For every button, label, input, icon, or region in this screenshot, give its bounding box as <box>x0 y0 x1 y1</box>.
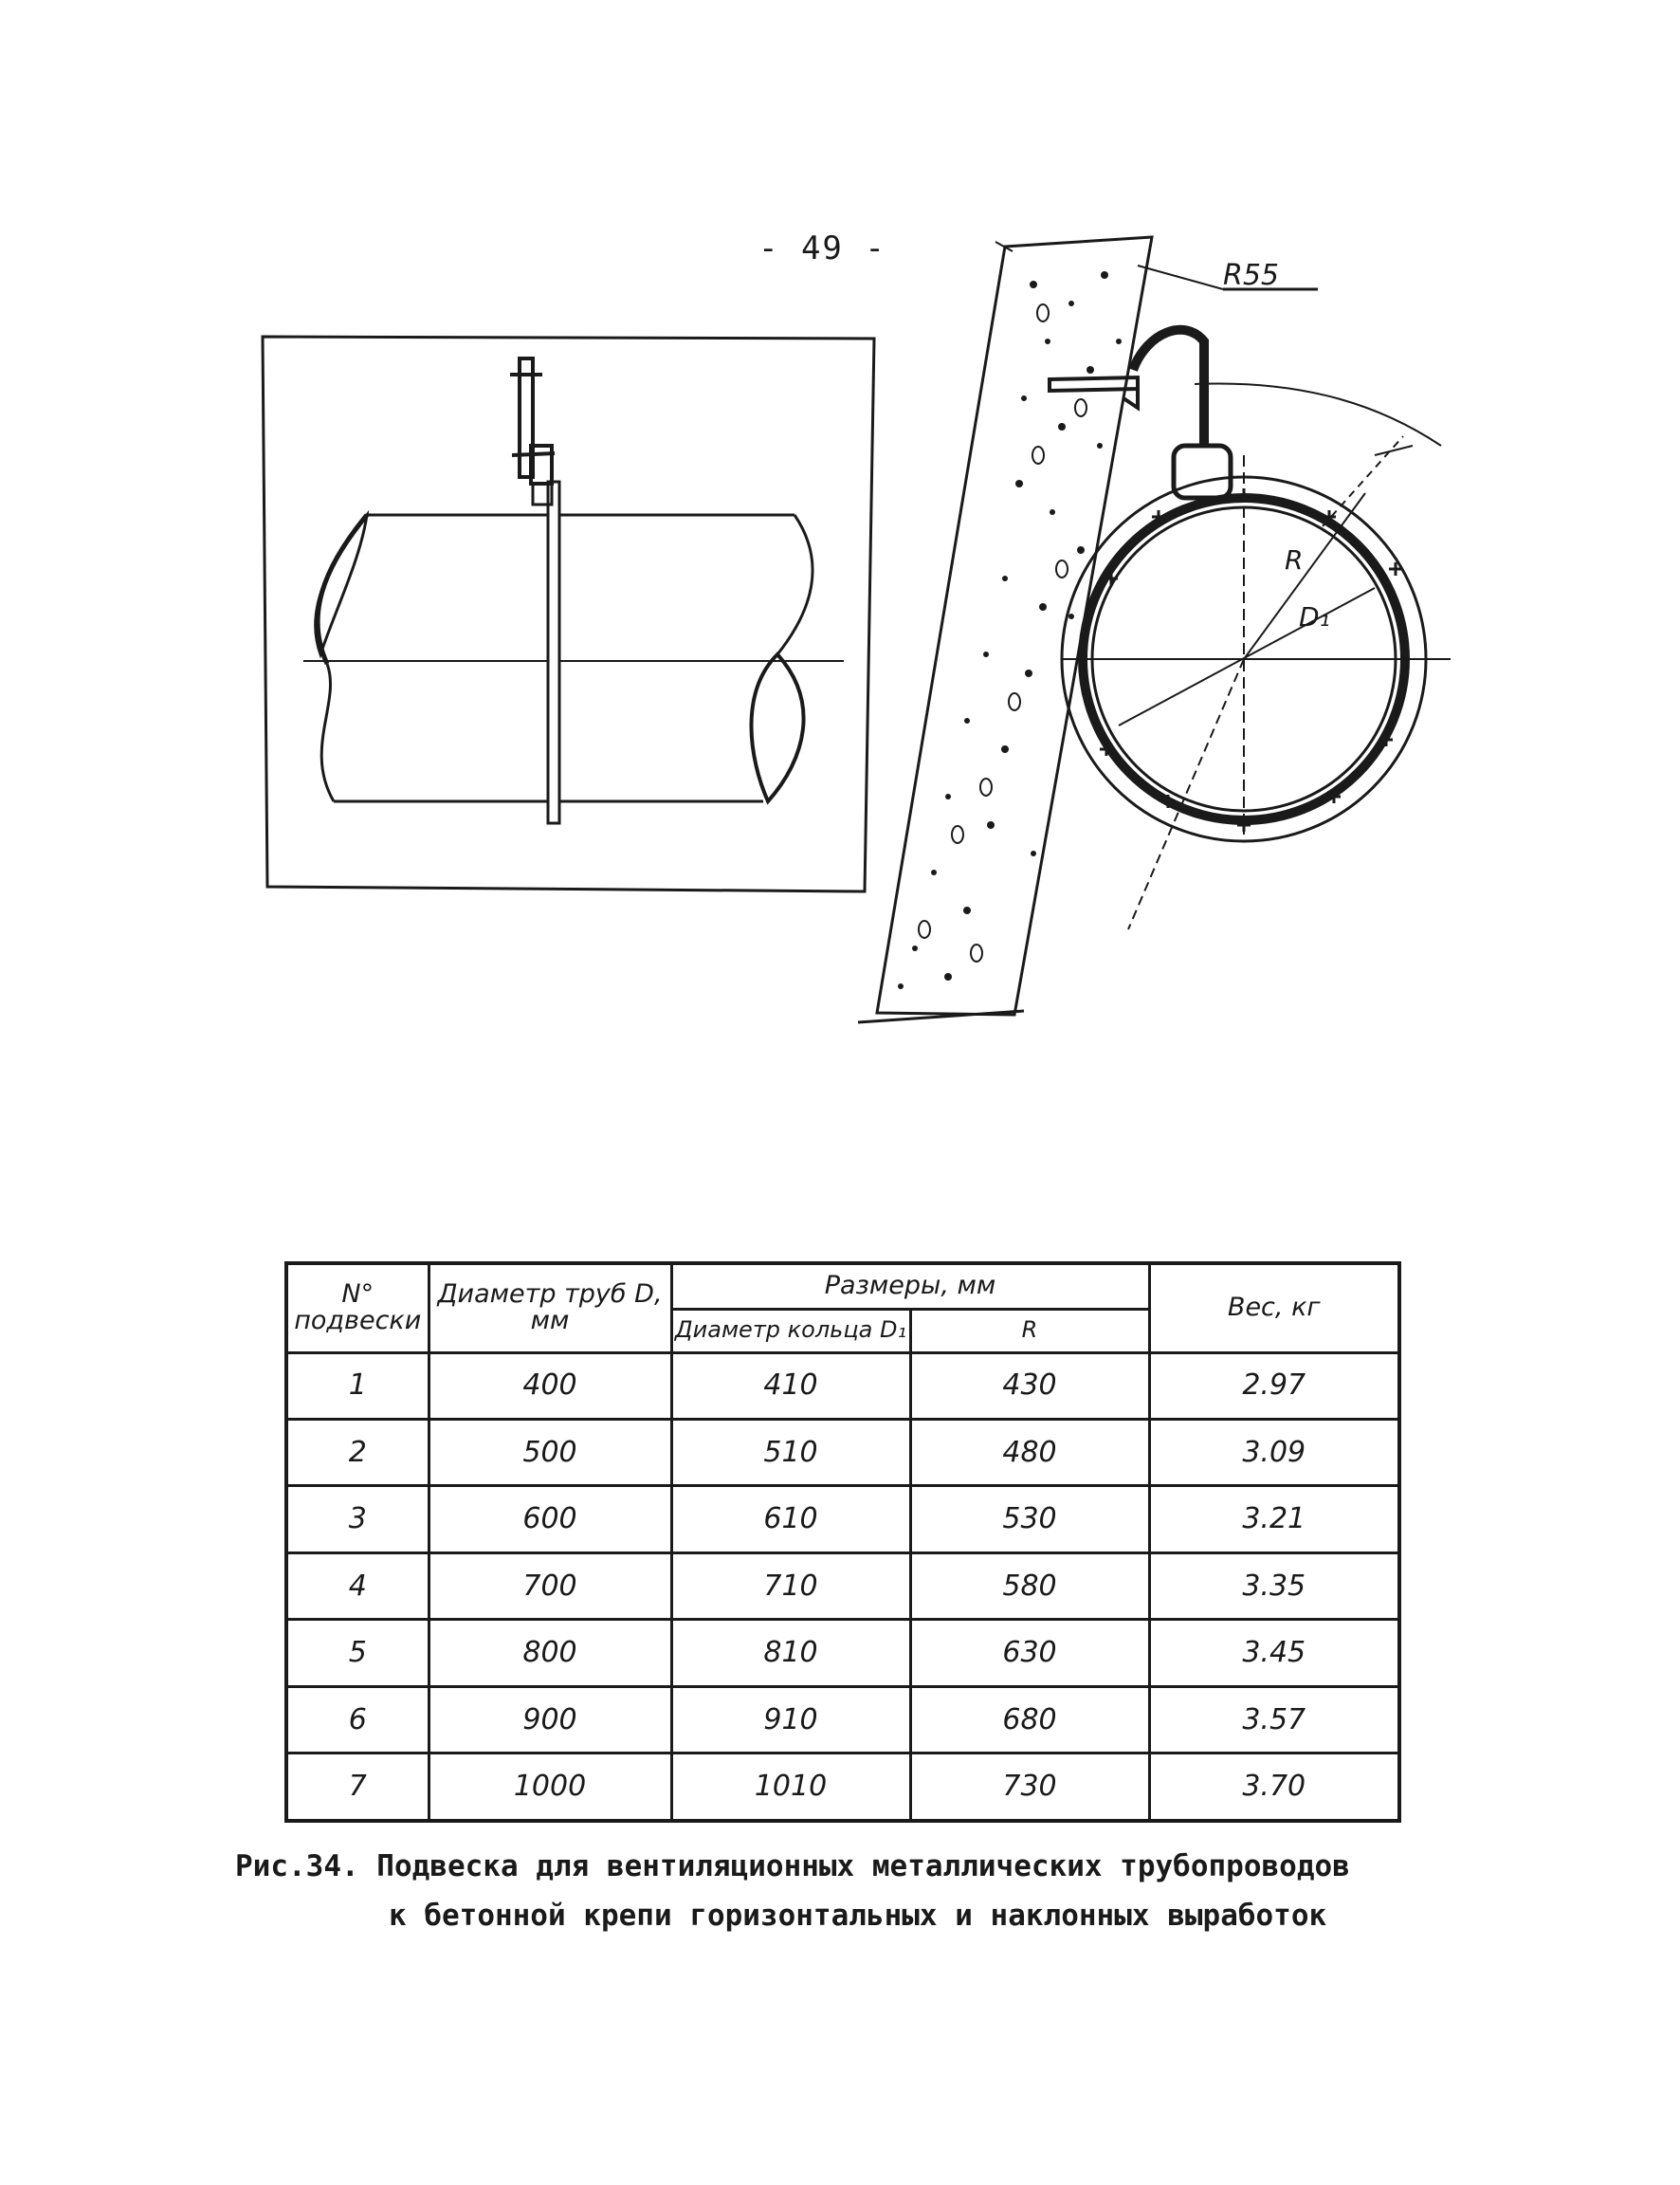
cell-pipe-diameter: 700 <box>429 1552 671 1619</box>
cell-ring-diameter: 810 <box>671 1620 910 1686</box>
cell-radius: 480 <box>910 1419 1149 1485</box>
cell-num: 3 <box>286 1486 429 1552</box>
cell-weight: 3.45 <box>1149 1620 1399 1686</box>
cell-ring-diameter: 710 <box>671 1552 910 1619</box>
cell-ring-diameter: 610 <box>671 1486 910 1552</box>
header-radius: R <box>910 1309 1149 1352</box>
cell-num: 4 <box>286 1552 429 1619</box>
cell-pipe-diameter: 400 <box>429 1352 671 1419</box>
cell-weight: 3.35 <box>1149 1552 1399 1619</box>
cell-ring-diameter: 410 <box>671 1352 910 1419</box>
label-r: R <box>1285 544 1304 576</box>
header-pipe-diameter: Диаметр труб D, мм <box>429 1263 671 1352</box>
header-ring-diameter: Диаметр кольца D₁ <box>671 1309 910 1352</box>
cell-weight: 3.57 <box>1149 1686 1399 1753</box>
header-weight: Вес, кг <box>1149 1263 1399 1352</box>
caption-line-2: к бетонной крепи горизонтальных и наклонных выработок <box>389 1899 1327 1933</box>
ring-hanger <box>1050 266 1451 929</box>
table-row <box>286 1754 1399 1821</box>
page-number: - 49 - <box>758 230 886 267</box>
cell-num: 5 <box>286 1620 429 1686</box>
cell-ring-diameter: 910 <box>671 1686 910 1753</box>
cell-num: 2 <box>286 1419 429 1485</box>
cell-radius: 630 <box>910 1620 1149 1686</box>
label-r55: R55 <box>1223 259 1280 292</box>
cell-weight: 3.21 <box>1149 1486 1399 1552</box>
table-row <box>286 1419 1399 1485</box>
caption-line-1: Рис.34. Подвеска для вентиляционных металлических трубопроводов <box>235 1849 1350 1883</box>
header-num: N° подвески <box>286 1263 429 1352</box>
figure-caption <box>235 1842 1562 1940</box>
table-row <box>286 1486 1399 1552</box>
cell-pipe-diameter: 900 <box>429 1686 671 1753</box>
cell-radius: 430 <box>910 1352 1149 1419</box>
cell-radius: 680 <box>910 1686 1149 1753</box>
cell-num: 6 <box>286 1686 429 1753</box>
cell-radius: 580 <box>910 1552 1149 1619</box>
cell-pipe-diameter: 800 <box>429 1620 671 1686</box>
spec-table <box>284 1261 1401 1823</box>
cell-weight: 3.09 <box>1149 1419 1399 1485</box>
cell-ring-diameter: 1010 <box>671 1754 910 1821</box>
header-dimensions: Размеры, мм <box>671 1263 1149 1309</box>
cell-weight: 3.70 <box>1149 1754 1399 1821</box>
concrete-wall <box>858 237 1152 1022</box>
cell-pipe-diameter: 500 <box>429 1419 671 1485</box>
table-row <box>286 1352 1399 1419</box>
cell-ring-diameter: 510 <box>671 1419 910 1485</box>
cell-num: 1 <box>286 1352 429 1419</box>
cell-num: 7 <box>286 1754 429 1821</box>
cell-pipe-diameter: 600 <box>429 1486 671 1552</box>
cell-radius: 730 <box>910 1754 1149 1821</box>
label-d1: D₁ <box>1299 601 1330 633</box>
cell-radius: 530 <box>910 1486 1149 1552</box>
cell-weight: 2.97 <box>1149 1352 1399 1419</box>
table-row <box>286 1686 1399 1753</box>
table-row <box>286 1552 1399 1619</box>
cell-pipe-diameter: 1000 <box>429 1754 671 1821</box>
table-row <box>286 1620 1399 1686</box>
pipe-side-view <box>263 337 874 891</box>
